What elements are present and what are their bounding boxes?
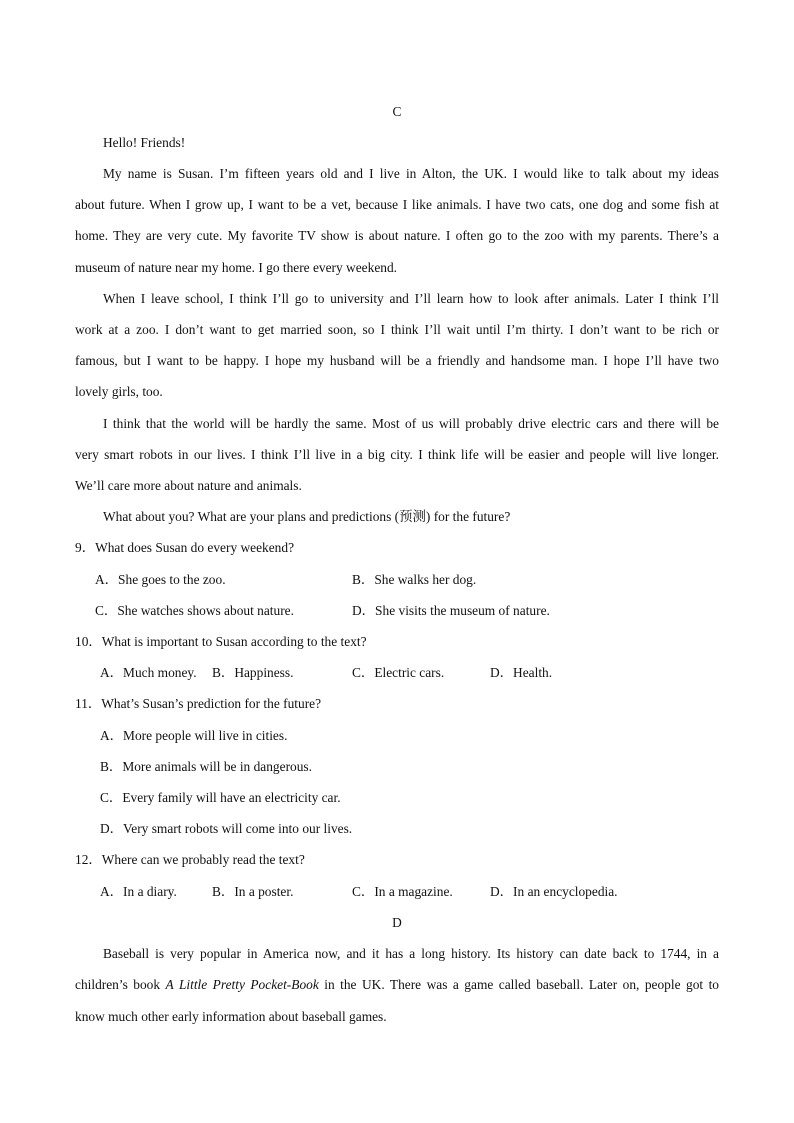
text-line: Baseball is very popular in America now, and it has a long history. Its history can date back to 1744, in a — [103, 946, 719, 961]
option-d[interactable]: D．Very smart robots will come into our lives. — [100, 821, 353, 836]
option-a[interactable]: A．More people will live in cities. — [100, 728, 288, 743]
text-line: lovely girls, too. — [75, 384, 163, 399]
option-d[interactable]: D．She visits the museum of nature. — [352, 603, 550, 618]
option-c[interactable]: C．In a magazine. — [352, 884, 453, 899]
book-title: A Little Pretty Pocket-Book — [165, 977, 319, 992]
option-b[interactable]: B．She walks her dog. — [352, 572, 477, 587]
text-line: home. They are very cute. My favorite TV show is about nature. I often go to the zoo with my parents. There’s a — [75, 228, 719, 243]
passage-c-paragraph-4: What about you? What are your plans and predictions (预测) for the future? — [103, 509, 511, 524]
question-stem: 9．What does Susan do every weekend? — [75, 540, 295, 555]
option-b[interactable]: B．Happiness. — [212, 665, 294, 680]
option-b[interactable]: B．In a poster. — [212, 884, 294, 899]
text-line: My name is Susan. I’m fifteen years old and I live in Alton, the UK. I would like to talk about my ideas — [103, 166, 719, 181]
question-stem: 10．What is important to Susan according to the text? — [75, 634, 367, 649]
option-c[interactable]: C．Every family will have an electricity car. — [100, 790, 341, 805]
option-b[interactable]: B．More animals will be in dangerous. — [100, 759, 312, 774]
option-a[interactable]: A．She goes to the zoo. — [95, 572, 226, 587]
option-a[interactable]: A．In a diary. — [100, 884, 177, 899]
question-stem: 11．What’s Susan’s prediction for the future? — [75, 696, 322, 711]
option-d[interactable]: D．In an encyclopedia. — [490, 884, 618, 899]
text-line: I think that the world will be hardly the same. Most of us will probably drive electric cars and there will be — [103, 416, 719, 431]
text-line: famous, but I want to be happy. I hope my husband will be a friendly and handsome man. I hope I’ll have two — [75, 353, 719, 368]
greeting: Hello! Friends! — [103, 135, 186, 150]
text-segment: in the UK. There was a game called baseball. Later on, people got to — [318, 977, 719, 992]
text-line: very smart robots in our lives. I think I’ll live in a big city. I think life will be easier and people will live longer. — [75, 447, 719, 462]
option-c[interactable]: C．She watches shows about nature. — [95, 603, 294, 618]
text-line: museum of nature near my home. I go there every weekend. — [75, 260, 397, 275]
text-line — [75, 977, 719, 993]
section-d-heading: D — [392, 915, 402, 930]
text-line: about future. When I grow up, I want to be a vet, because I like animals. I have two cats, one dog and some fish at — [75, 197, 719, 212]
text-segment: children’s book — [75, 977, 166, 992]
text-line: work at a zoo. I don’t want to get married soon, so I think I’ll wait until I’m thirty. I don’t want to be rich or — [75, 322, 719, 337]
text-line: We’ll care more about nature and animals. — [75, 478, 302, 493]
option-c[interactable]: C．Electric cars. — [352, 665, 445, 680]
section-c-heading: C — [392, 104, 402, 119]
option-a[interactable]: A．Much money. — [100, 665, 197, 680]
option-d[interactable]: D．Health. — [490, 665, 553, 680]
question-stem: 12．Where can we probably read the text? — [75, 852, 305, 867]
text-line: know much other early information about baseball games. — [75, 1009, 387, 1024]
text-line: When I leave school, I think I’ll go to university and I’ll learn how to look after animals. Later I think I’ll — [103, 291, 719, 306]
